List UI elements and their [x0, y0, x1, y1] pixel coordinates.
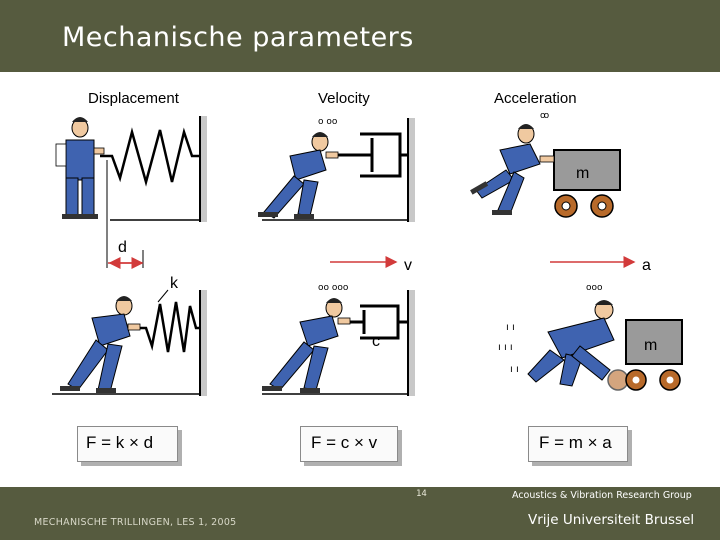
cart-top: [554, 150, 620, 217]
worker-pushing-cart: [470, 111, 554, 215]
svg-text:ı ı: ı ı: [510, 364, 519, 375]
page-number: 14: [416, 489, 427, 499]
spring-top: [100, 130, 200, 182]
worker-pushing-damper-bottom: [262, 283, 350, 393]
university-name: Vrije Universiteit Brussel: [528, 512, 695, 528]
svg-text:ı ı: ı ı: [506, 322, 515, 333]
svg-text:ꝏ: ꝏ: [540, 111, 550, 121]
illustration: [0, 72, 720, 487]
formula-spring: F = k × d: [77, 426, 178, 462]
svg-text:o oo: o oo: [318, 117, 338, 127]
cart-bottom: [608, 320, 682, 390]
research-group: Acoustics & Vibration Research Group: [512, 490, 692, 501]
label-acceleration: Acceleration: [494, 90, 577, 107]
symbol-v: v: [404, 257, 412, 274]
svg-text:ı ı ı: ı ı ı: [498, 342, 513, 353]
symbol-c: c: [372, 333, 380, 350]
symbol-m-top: m: [576, 165, 590, 182]
worker-pushing-spring: [60, 296, 140, 393]
symbol-a: a: [642, 257, 651, 274]
label-displacement: Displacement: [88, 90, 179, 107]
spring-bottom: [138, 302, 200, 352]
course-label: MECHANISCHE TRILLINGEN, LES 1, 2005: [34, 517, 237, 528]
svg-text:oo ooo: oo ooo: [318, 283, 349, 293]
formula-damper: F = c × v: [300, 426, 398, 462]
symbol-m-bottom: m: [644, 337, 658, 354]
label-velocity: Velocity: [318, 90, 370, 107]
worker-pushing-damper-top: [258, 117, 338, 219]
slide-title: Mechanische parameters: [62, 22, 414, 53]
damper-top: [262, 118, 415, 222]
formula-mass: F = m × a: [528, 426, 628, 462]
worker-standing: [56, 117, 104, 219]
symbol-k: k: [170, 275, 178, 292]
svg-text:ooo: ooo: [586, 283, 603, 293]
worker-pushing-cart-motion: [498, 283, 614, 386]
symbol-d: d: [118, 239, 127, 256]
